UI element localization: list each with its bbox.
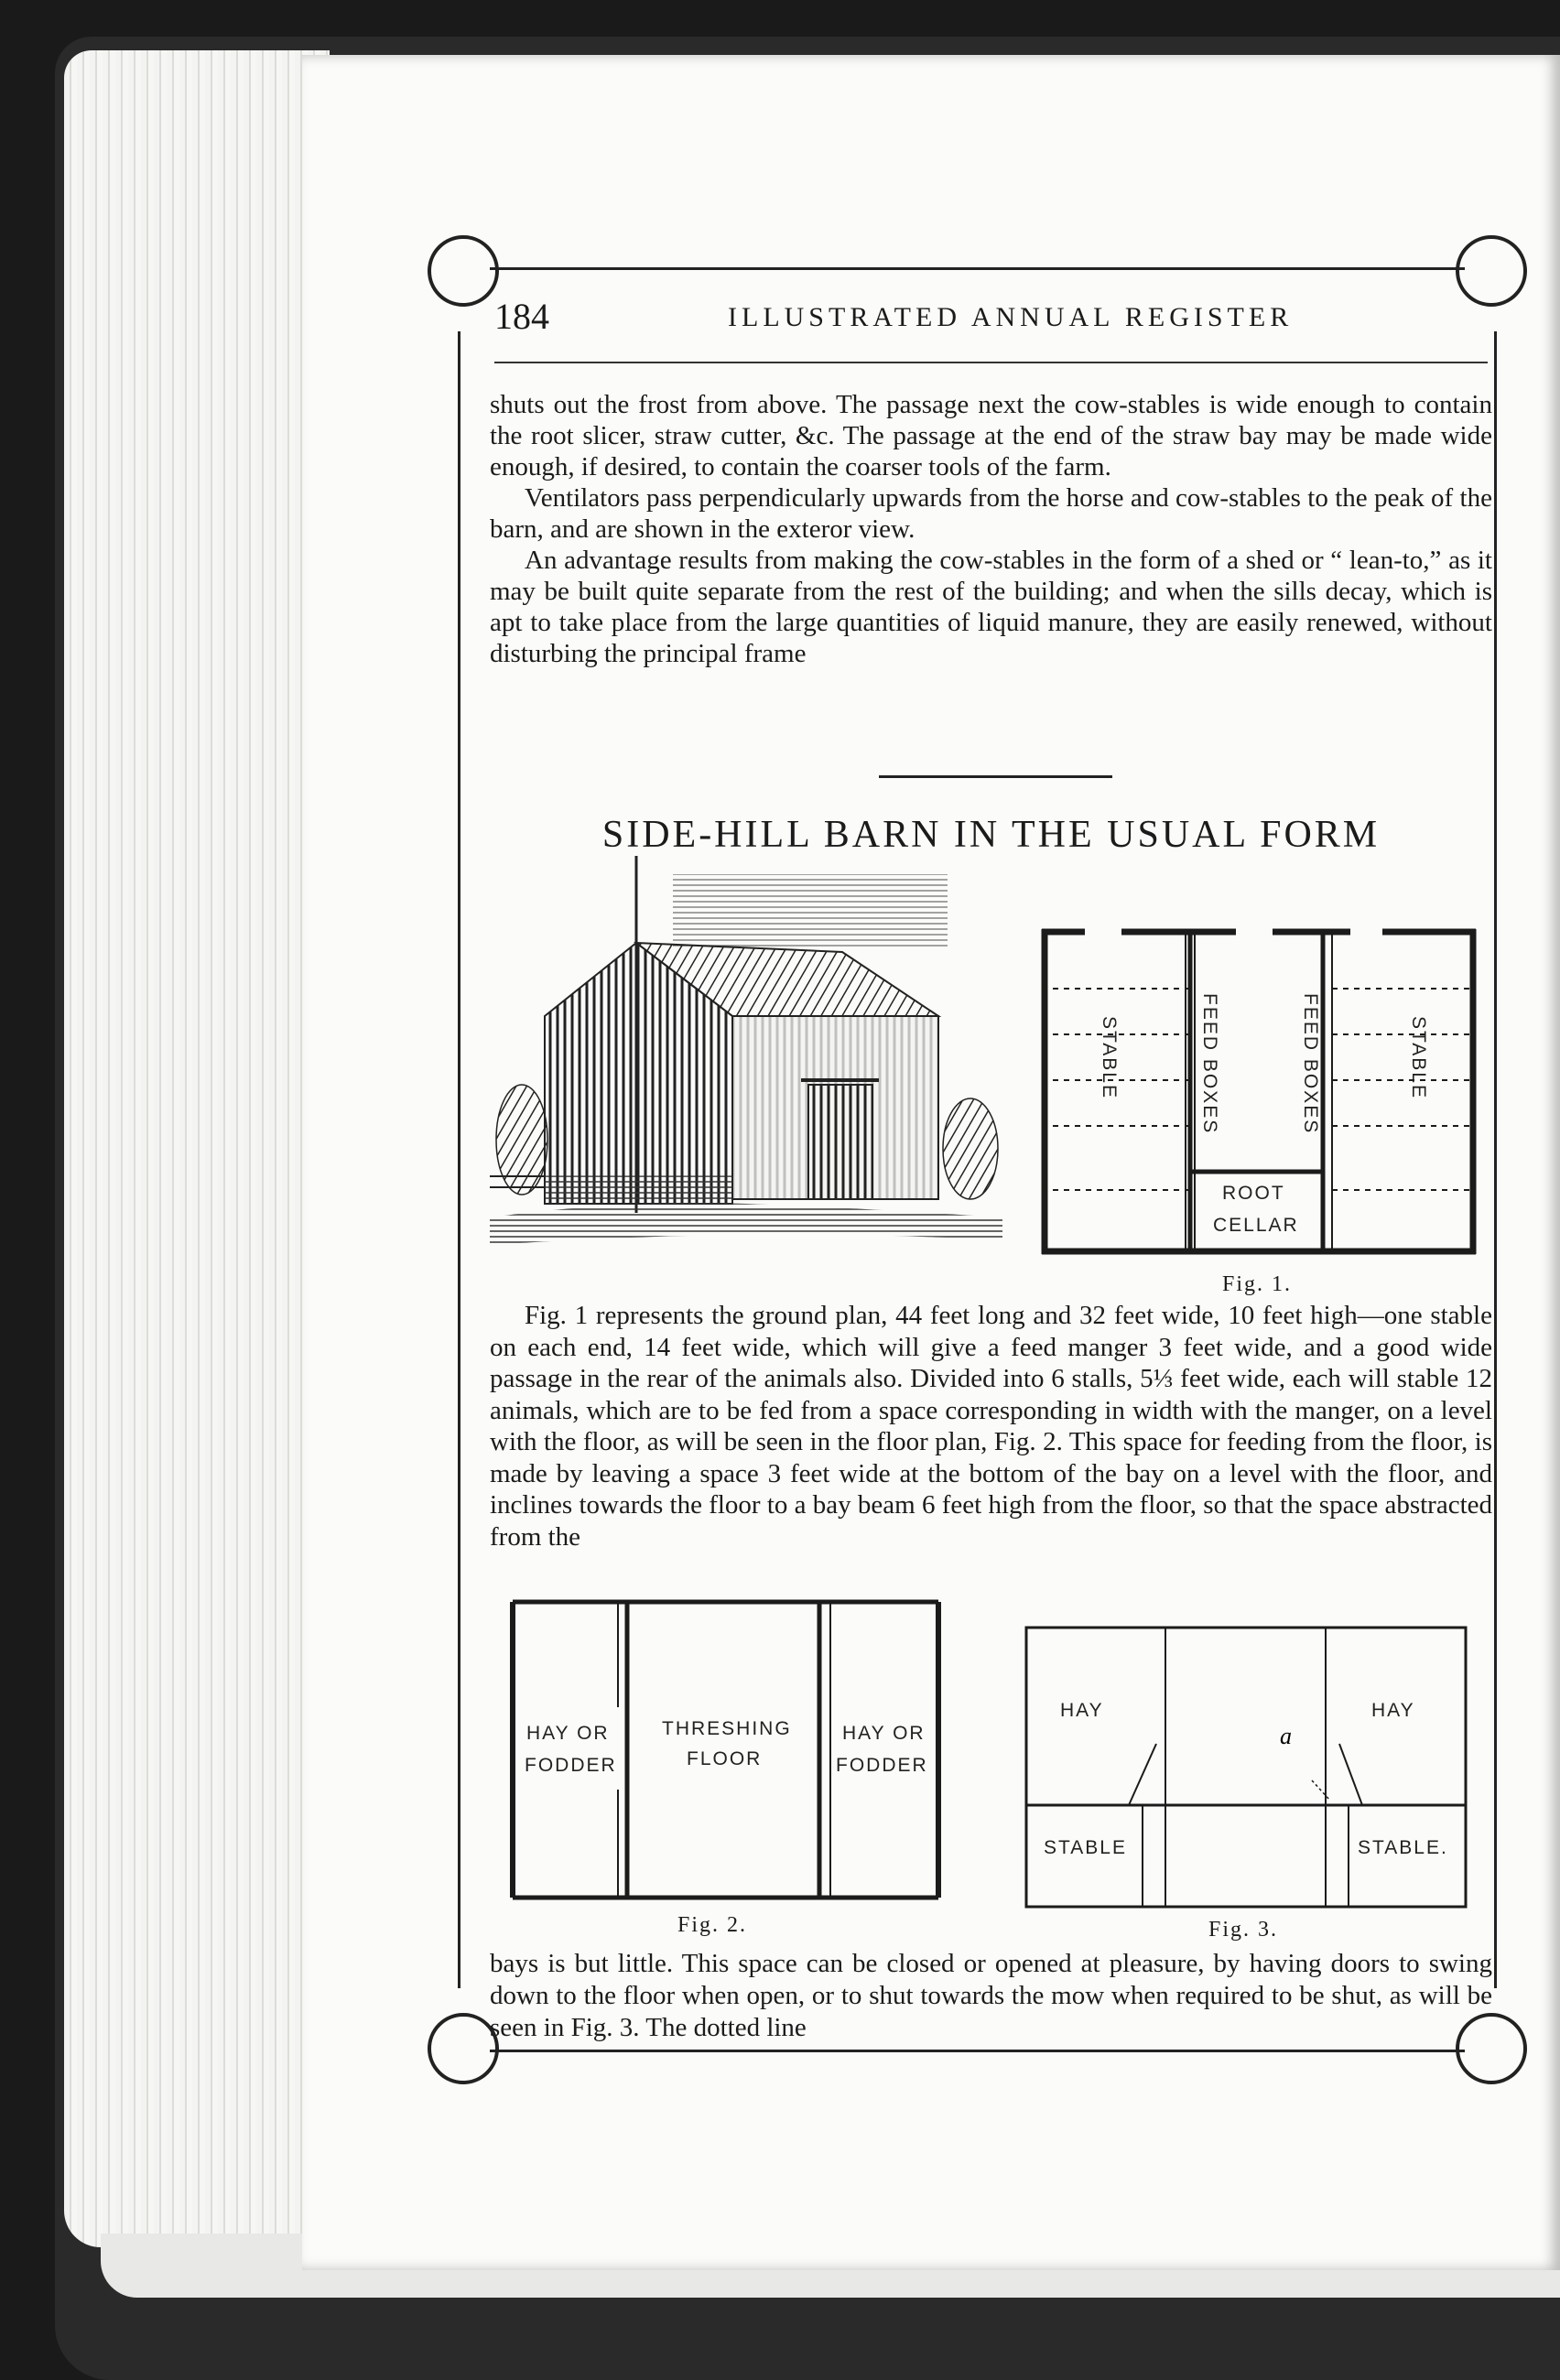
- fig3-marker-label: a: [1280, 1723, 1292, 1749]
- paragraph: shuts out the frost from above. The passage next the cow-stables is wide enough to contain the root slicer, straw cutter, &c. The passage at the end of the straw bay may be made wide enough, if desired, to contain the coarser tools of the farm.: [490, 390, 1492, 481]
- running-head: ILLUSTRATED ANNUAL REGISTER: [728, 302, 1294, 332]
- fig1-caption: Fig. 1.: [1222, 1272, 1293, 1296]
- feed-boxes-right-label: FEED BOXES: [1300, 993, 1321, 1135]
- paragraph: bays is but little. This space can be closed or opened at pleasure, by having doors to swing down to the floor when open, or to shut towards the mow when required to be shut, as will be seen in Fig. 3. The dotted line: [490, 1949, 1492, 2042]
- body-text: [490, 1300, 1492, 1552]
- page-number: 184: [494, 296, 549, 337]
- border-top-rule: [490, 267, 1465, 270]
- fig2-floor-plan: [508, 1597, 943, 1904]
- corner-scroll-icon: [428, 235, 499, 307]
- closing-text: [490, 1948, 1492, 2044]
- fig2-left-label-1: HAY OR: [526, 1723, 610, 1744]
- paragraph: An advantage results from making the cow-stables in the form of a shed or “ lean-to,” as it may be built quite separate from the rest of the building; and when the sills decay, which is apt to take place from the large quantities of liquid manure, they are easily renewed, without disturbing the principal frame: [490, 546, 1492, 668]
- fig1-ground-plan: [1039, 925, 1479, 1259]
- header-rule: [494, 362, 1488, 363]
- fig2-right-label-2: FODDER: [836, 1755, 928, 1776]
- intro-text: [490, 389, 1492, 669]
- fig3-stable-left-label: STABLE: [1044, 1837, 1127, 1858]
- feed-boxes-left-label: FEED BOXES: [1199, 993, 1220, 1135]
- barn-engraving: [490, 856, 1002, 1259]
- fig2-center-label-2: FLOOR: [687, 1748, 763, 1769]
- border-bottom-rule: [490, 2050, 1465, 2052]
- stable-left-label: STABLE: [1099, 1016, 1120, 1099]
- fig3-hay-left-label: HAY: [1060, 1700, 1104, 1721]
- page-header: [494, 295, 1488, 350]
- border-right-rule: [1494, 331, 1497, 1988]
- cellar-label: CELLAR: [1213, 1215, 1299, 1236]
- section-divider: [879, 775, 1112, 778]
- page-edges: [64, 50, 330, 2247]
- fig2-right-label-1: HAY OR: [842, 1723, 926, 1744]
- paragraph: Ventilators pass perpendicularly upwards from the horse and cow-stables to the peak of the barn, and are shown in the exteror view.: [490, 483, 1492, 544]
- fig3-section-view: [1024, 1625, 1469, 1913]
- section-title: SIDE-HILL BARN IN THE USUAL FORM: [601, 814, 1381, 856]
- root-label: ROOT: [1222, 1183, 1285, 1204]
- fig2-left-label-2: FODDER: [525, 1755, 617, 1776]
- corner-scroll-icon: [428, 2013, 499, 2084]
- border-left-rule: [458, 331, 460, 1988]
- fig3-stable-right-label: STABLE.: [1358, 1837, 1448, 1858]
- fig3-hay-right-label: HAY: [1371, 1700, 1415, 1721]
- fig2-caption: Fig. 2.: [677, 1913, 748, 1937]
- stable-right-label: STABLE: [1408, 1016, 1429, 1099]
- fig2-center-label-1: THRESHING: [662, 1718, 792, 1739]
- paragraph: Fig. 1 represents the ground plan, 44 feet long and 32 feet wide, 10 feet high—one stable on each end, 14 feet wide, which will give a feed manger 3 feet wide, and a good wide passage in the rear of the animals also. Divided into 6 stalls, 5⅓ feet wide, each will stable 12 animals, which are to be fed from a space corresponding in width with the manger, on a level with the floor, as will be seen in the floor plan, Fig. 2. This space for feeding from the floor, is made by leaving a space 3 feet wide at the bottom of the bay on a level with the floor, and inclines towards the floor to a bay beam 6 feet high from the floor, so that the space abstracted from the: [490, 1301, 1492, 1552]
- fig3-caption: Fig. 3.: [1208, 1918, 1279, 1942]
